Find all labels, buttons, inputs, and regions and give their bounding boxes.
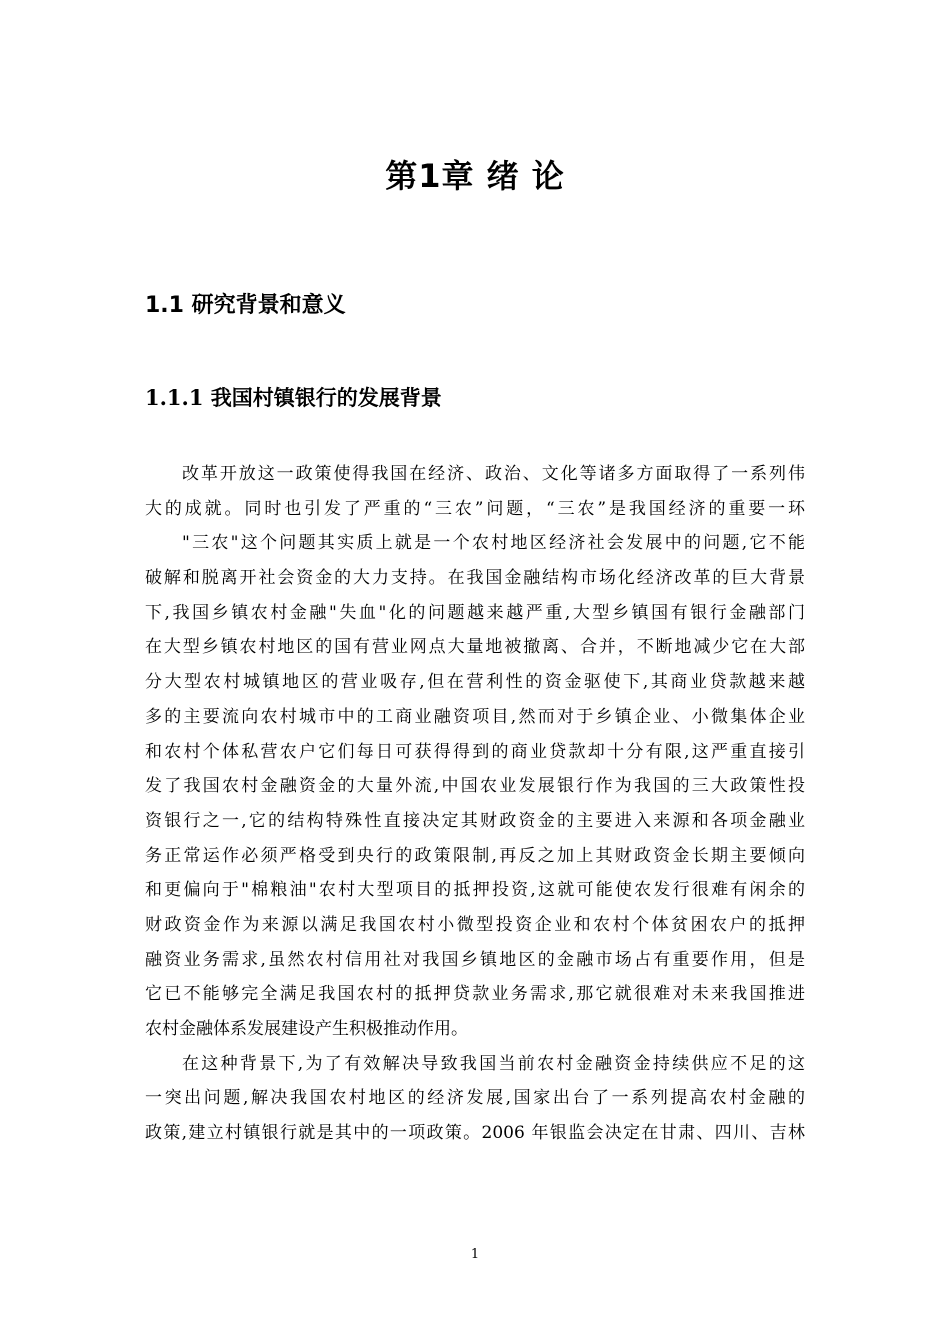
page-number: 1 — [470, 1247, 480, 1262]
text-line: 资银行之一,它的结构特殊性直接决定其财政资金的主要进入来源和各项金融业 — [145, 810, 805, 831]
text-line: 多的主要流向农村城市中的工商业融资项目,然而对于乡镇企业、小微集体企业 — [145, 706, 805, 727]
text-line: 和农村个体私营农户它们每日可获得得到的商业贷款却十分有限,这严重直接引 — [145, 741, 805, 762]
text-line: 融资业务需求,虽然农村信用社对我国乡镇地区的金融市场占有重要作用，但是 — [145, 949, 805, 970]
text-line: 大的成就。同时也引发了严重的“三农”问题，“三农”是我国经济的重要一环 — [145, 498, 805, 519]
text-line: 一突出问题,解决我国农村地区的经济发展,国家出台了一系列提高农村金融的 — [145, 1088, 805, 1109]
text-line: 在大型乡镇农村地区的国有营业网点大量地被撤离、合并，不断地减少它在大部 — [145, 637, 805, 658]
text-line: 分大型农村城镇地区的营业吸存,但在营利性的资金驱使下,其商业贷款越来越 — [145, 672, 805, 693]
text-line: 破解和脱离开社会资金的大力支持。在我国金融结构市场化经济改革的巨大背景 — [145, 568, 805, 589]
text-line: 发了我国农村金融资金的大量外流,中国农业发展银行作为我国的三大政策性投 — [145, 776, 805, 797]
text-line: 农村金融体系发展建设产生积极推动作用。 — [145, 1019, 468, 1039]
text-line: 改革开放这一政策使得我国在经济、政治、文化等诸多方面取得了一系列伟 — [182, 464, 805, 484]
text-line: 和更偏向于"棉粮油"农村大型项目的抵押投资,这就可能使农发行很难有闲余的 — [145, 880, 805, 901]
body-text — [145, 457, 805, 1151]
text-line: 财政资金作为来源以满足我国农村小微型投资企业和农村个体贫困农户的抵押 — [145, 914, 805, 935]
text-line: 下,我国乡镇农村金融"失血"化的问题越来越严重,大型乡镇国有银行金融部门 — [145, 602, 805, 623]
text-line: 务正常运作必须严格受到央行的政策限制,再反之加上其财政资金长期主要倾向 — [145, 845, 805, 866]
text-line: "三农"这个问题其实质上就是一个农村地区经济社会发展中的问题,它不能 — [182, 533, 805, 554]
subsection-heading: 1.1.1 我国村镇银行的发展背景 — [145, 385, 442, 410]
text-line: 它已不能够完全满足我国农村的抵押贷款业务需求,那它就很难对未来我国推进 — [145, 984, 805, 1005]
section-heading: 1.1 研究背景和意义 — [145, 293, 346, 318]
chapter-title: 第1章 绪 论 — [385, 157, 565, 195]
text-line: 在这种背景下,为了有效解决导致我国当前农村金融资金持续供应不足的这 — [182, 1053, 805, 1074]
text-line: 政策,建立村镇银行就是其中的一项政策。2006 年银监会决定在甘肃、四川、吉林 — [145, 1123, 805, 1144]
